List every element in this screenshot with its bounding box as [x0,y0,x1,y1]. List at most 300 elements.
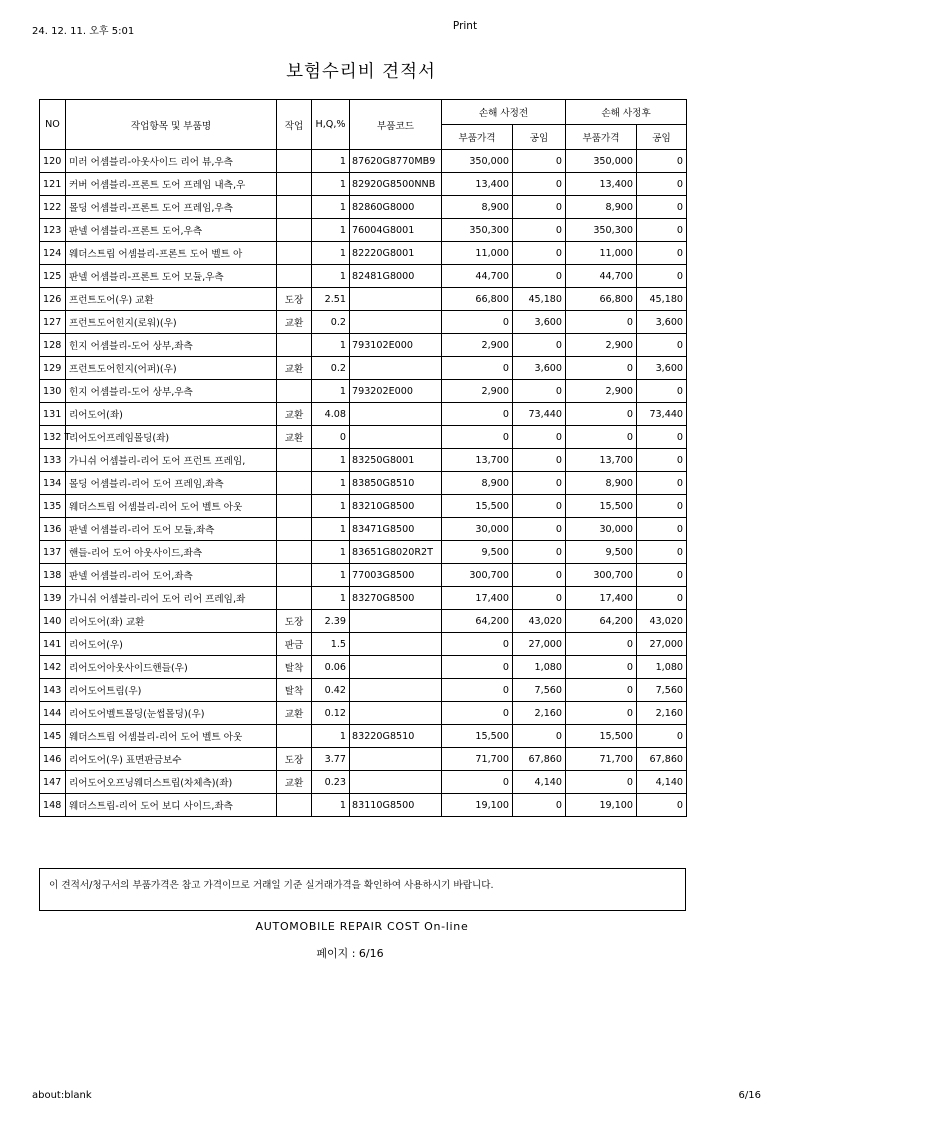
cell-after-part-price: 44,700 [566,265,637,288]
cell-before-labor: 0 [513,426,566,449]
cell-hq: 3.77 [312,748,350,771]
cell-hq: 1 [312,495,350,518]
table-row [40,656,687,679]
cell-after-labor: 73,440 [637,403,687,426]
cell-item: 프런트도어힌지(어퍼)(우) [66,357,277,380]
cell-before-labor: 0 [513,242,566,265]
table-row [40,472,687,495]
cell-before-part-price: 17,400 [442,587,513,610]
table-row [40,311,687,334]
cell-no: 128 [40,334,66,357]
table-header [40,100,687,150]
cell-hq: 1 [312,242,350,265]
cell-before-part-price: 300,700 [442,564,513,587]
cell-hq: 2.39 [312,610,350,633]
cell-no: 131 [40,403,66,426]
cell-work [277,196,312,219]
estimate-table [39,99,687,817]
cell-hq: 1 [312,587,350,610]
cell-work [277,518,312,541]
cell-before-part-price: 13,400 [442,173,513,196]
cell-after-labor: 7,560 [637,679,687,702]
cell-after-labor: 43,020 [637,610,687,633]
cell-hq: 0.23 [312,771,350,794]
cell-hq: 1 [312,449,350,472]
cell-item: 프런트도어힌지(로워)(우) [66,311,277,334]
cell-before-part-price: 0 [442,633,513,656]
cell-hq: 1 [312,564,350,587]
cell-hq: 1 [312,472,350,495]
cell-before-labor: 0 [513,472,566,495]
cell-after-labor: 0 [637,472,687,495]
header-after-adjustment: 손해 사정후 [566,100,687,125]
cell-before-part-price: 19,100 [442,794,513,817]
cell-item: 힌지 어셈블리-도어 상부,좌측 [66,334,277,357]
cell-before-labor: 3,600 [513,357,566,380]
cell-no: 136 [40,518,66,541]
cell-part-code: 83651G8020R2T [350,541,442,564]
cell-hq: 0.06 [312,656,350,679]
header-after-part-price: 부품가격 [566,125,637,150]
table-row [40,426,687,449]
table-row [40,380,687,403]
cell-after-part-price: 9,500 [566,541,637,564]
cell-after-part-price: 2,900 [566,334,637,357]
cell-item: 웨더스트립-리어 도어 보디 사이드,좌측 [66,794,277,817]
cell-before-labor: 0 [513,265,566,288]
cell-after-part-price: 64,200 [566,610,637,633]
cell-part-code: 793202E000 [350,380,442,403]
cell-before-labor: 0 [513,587,566,610]
cell-no: 138 [40,564,66,587]
cell-part-code [350,610,442,633]
cell-hq: 1 [312,196,350,219]
table-row [40,242,687,265]
cell-after-part-price: 0 [566,771,637,794]
cell-before-labor: 0 [513,495,566,518]
cell-before-labor: 0 [513,518,566,541]
cell-before-labor: 2,160 [513,702,566,725]
cell-hq: 0.42 [312,679,350,702]
cell-before-part-price: 0 [442,656,513,679]
print-page-count: 6/16 [738,1090,761,1101]
header-before-part-price: 부품가격 [442,125,513,150]
cell-after-labor: 0 [637,725,687,748]
cell-no: 120 [40,150,66,173]
cell-work: 탈착 [277,656,312,679]
cell-work [277,150,312,173]
cell-item: 가니쉬 어셈블리-리어 도어 프런트 프레임, [66,449,277,472]
document-title: 보험수리비 견적서 [286,62,436,82]
cell-after-part-price: 0 [566,357,637,380]
cell-hq: 0.2 [312,311,350,334]
cell-work [277,564,312,587]
table-row [40,288,687,311]
cell-work: 탈착 [277,679,312,702]
cell-item: 판넬 어셈블리-프론트 도어,우측 [66,219,277,242]
header-work: 작업 [277,100,312,150]
cell-before-part-price: 0 [442,403,513,426]
cell-no: 129 [40,357,66,380]
table-row [40,748,687,771]
cell-before-part-price: 64,200 [442,610,513,633]
cell-before-labor: 3,600 [513,311,566,334]
header-before-labor: 공임 [513,125,566,150]
cell-hq: 1 [312,380,350,403]
header-before-adjustment: 손해 사정전 [442,100,566,125]
cell-hq: 1 [312,518,350,541]
cell-no: 133 [40,449,66,472]
header-item: 작업항목 및 부품명 [66,100,277,150]
cell-after-labor: 0 [637,587,687,610]
cell-before-labor: 0 [513,725,566,748]
cell-item: 웨더스트립 어셈블리-리어 도어 벨트 아웃 [66,725,277,748]
cell-work [277,334,312,357]
table-row [40,702,687,725]
cell-before-part-price: 2,900 [442,380,513,403]
cell-part-code: 83250G8001 [350,449,442,472]
cell-no: 139 [40,587,66,610]
cell-item: 힌지 어셈블리-도어 상부,우측 [66,380,277,403]
cell-after-part-price: 0 [566,403,637,426]
cell-after-part-price: 13,700 [566,449,637,472]
cell-after-part-price: 0 [566,656,637,679]
table-row [40,265,687,288]
cell-hq: 1 [312,794,350,817]
cell-part-code [350,426,442,449]
cell-item: 리어도어(좌) 교환 [66,610,277,633]
header-no: NO [40,100,66,150]
table-row [40,495,687,518]
cell-work: 교환 [277,357,312,380]
table-body [40,150,687,817]
cell-item: 리어도어(우) [66,633,277,656]
cell-hq: 4.08 [312,403,350,426]
price-notice: 이 견적서/청구서의 부품가격은 참고 가격이므로 거래일 기준 실거래가격을 확인하여 사용하시기 바랍니다. [39,868,686,911]
cell-before-labor: 0 [513,380,566,403]
cell-part-code: 83220G8510 [350,725,442,748]
cell-work: 교환 [277,426,312,449]
cell-part-code: 76004G8001 [350,219,442,242]
cell-item: 웨더스트립 어셈블리-프론트 도어 벨트 아 [66,242,277,265]
cell-part-code: 83270G8500 [350,587,442,610]
cell-item: 리어도어(좌) [66,403,277,426]
cell-no: 146 [40,748,66,771]
cell-part-code [350,702,442,725]
footer-brand: AUTOMOBILE REPAIR COST On-line [255,920,469,933]
cell-no: 122 [40,196,66,219]
cell-no: 127 [40,311,66,334]
cell-before-part-price: 9,500 [442,541,513,564]
cell-part-code [350,679,442,702]
cell-no: 125 [40,265,66,288]
cell-no: 141 [40,633,66,656]
cell-work: 도장 [277,748,312,771]
cell-no: 137 [40,541,66,564]
cell-before-labor: 73,440 [513,403,566,426]
cell-part-code: 87620G8770MB9 [350,150,442,173]
cell-item: 판넬 어셈블리-리어 도어,좌측 [66,564,277,587]
cell-after-labor: 45,180 [637,288,687,311]
cell-no: 135 [40,495,66,518]
cell-hq: 1 [312,265,350,288]
cell-item: 웨더스트립 어셈블리-리어 도어 벨트 아웃 [66,495,277,518]
cell-work [277,725,312,748]
table-row [40,633,687,656]
cell-before-part-price: 0 [442,771,513,794]
cell-no: 147 [40,771,66,794]
cell-no: 142 [40,656,66,679]
cell-item: 리어도어벨트몰딩(눈썹몰딩)(우) [66,702,277,725]
header-hq: H,Q,% [312,100,350,150]
cell-before-part-price: 2,900 [442,334,513,357]
cell-before-labor: 0 [513,219,566,242]
cell-part-code: 83850G8510 [350,472,442,495]
table-row [40,196,687,219]
cell-after-labor: 0 [637,426,687,449]
cell-before-labor: 0 [513,794,566,817]
table-row [40,794,687,817]
cell-after-labor: 0 [637,495,687,518]
cell-after-part-price: 15,500 [566,725,637,748]
print-header-title: Print [452,20,478,32]
cell-item: 리어도어오프닝웨더스트립(차체측)(좌) [66,771,277,794]
cell-item: 리어도어아웃사이드핸들(우) [66,656,277,679]
cell-no: 148 [40,794,66,817]
cell-before-labor: 4,140 [513,771,566,794]
cell-no: 144 [40,702,66,725]
cell-work: 판금 [277,633,312,656]
cell-no: 130 [40,380,66,403]
cell-after-part-price: 71,700 [566,748,637,771]
cell-before-part-price: 350,300 [442,219,513,242]
cell-no: 140 [40,610,66,633]
table-row [40,771,687,794]
cell-after-part-price: 0 [566,702,637,725]
cell-before-part-price: 0 [442,311,513,334]
cell-no: 123 [40,219,66,242]
cell-hq: 1 [312,173,350,196]
cell-before-part-price: 0 [442,702,513,725]
cell-before-labor: 43,020 [513,610,566,633]
cell-after-labor: 0 [637,380,687,403]
cell-hq: 0 [312,426,350,449]
cell-hq: 1 [312,334,350,357]
cell-after-labor: 0 [637,242,687,265]
cell-after-part-price: 30,000 [566,518,637,541]
cell-after-labor: 0 [637,564,687,587]
cell-hq: 1 [312,541,350,564]
cell-part-code: 82920G8500NNB [350,173,442,196]
cell-after-part-price: 0 [566,311,637,334]
cell-part-code [350,403,442,426]
cell-no: 126 [40,288,66,311]
table-row [40,725,687,748]
cell-after-part-price: 350,000 [566,150,637,173]
table-row [40,610,687,633]
cell-work: 교환 [277,702,312,725]
cell-before-labor: 45,180 [513,288,566,311]
cell-item: 리어도어트림(우) [66,679,277,702]
cell-part-code: 77003G8500 [350,564,442,587]
cell-after-part-price: 15,500 [566,495,637,518]
cell-part-code [350,311,442,334]
table-row [40,564,687,587]
cell-item: 리어도어프레임몰딩(좌) [66,426,277,449]
cell-before-labor: 0 [513,334,566,357]
cell-item: 미러 어셈블리-아웃사이드 리어 뷰,우측 [66,150,277,173]
cell-work: 교환 [277,771,312,794]
cell-after-labor: 67,860 [637,748,687,771]
cell-hq: 1 [312,150,350,173]
cell-after-labor: 0 [637,794,687,817]
cell-after-part-price: 19,100 [566,794,637,817]
cell-after-part-price: 17,400 [566,587,637,610]
cell-part-code [350,633,442,656]
cell-after-labor: 0 [637,449,687,472]
cell-before-part-price: 350,000 [442,150,513,173]
table-row [40,541,687,564]
cell-item: 몰딩 어셈블리-리어 도어 프레임,좌측 [66,472,277,495]
cell-work [277,541,312,564]
cell-before-labor: 67,860 [513,748,566,771]
cell-after-part-price: 0 [566,426,637,449]
cell-after-part-price: 11,000 [566,242,637,265]
cell-item: 몰딩 어셈블리-프론트 도어 프레임,우측 [66,196,277,219]
cell-after-labor: 27,000 [637,633,687,656]
cell-before-part-price: 15,500 [442,495,513,518]
cell-before-labor: 0 [513,449,566,472]
cell-work [277,380,312,403]
cell-before-part-price: 0 [442,426,513,449]
cell-hq: 1.5 [312,633,350,656]
cell-after-part-price: 0 [566,633,637,656]
cell-after-labor: 0 [637,334,687,357]
cell-before-part-price: 66,800 [442,288,513,311]
cell-after-labor: 2,160 [637,702,687,725]
cell-after-labor: 0 [637,219,687,242]
cell-work [277,449,312,472]
cell-work [277,242,312,265]
cell-part-code: 793102E000 [350,334,442,357]
table-row [40,449,687,472]
cell-part-code: 82481G8000 [350,265,442,288]
cell-hq: 0.12 [312,702,350,725]
cell-work [277,794,312,817]
cell-no: 134 [40,472,66,495]
cell-after-part-price: 300,700 [566,564,637,587]
cell-before-part-price: 15,500 [442,725,513,748]
cell-after-labor: 1,080 [637,656,687,679]
cell-before-part-price: 0 [442,357,513,380]
cell-item: 커버 어셈블리-프론트 도어 프레임 내측,우 [66,173,277,196]
cell-after-part-price: 66,800 [566,288,637,311]
cell-no: 132 T [40,426,66,449]
cell-item: 판넬 어셈블리-리어 도어 모듈,좌측 [66,518,277,541]
cell-after-labor: 0 [637,518,687,541]
cell-before-part-price: 71,700 [442,748,513,771]
cell-after-labor: 0 [637,541,687,564]
cell-no: 143 [40,679,66,702]
cell-part-code [350,748,442,771]
table-row [40,219,687,242]
cell-part-code: 83110G8500 [350,794,442,817]
cell-work [277,173,312,196]
cell-after-labor: 0 [637,196,687,219]
cell-part-code: 82860G8000 [350,196,442,219]
cell-work [277,472,312,495]
cell-item: 핸들-리어 도어 아웃사이드,좌측 [66,541,277,564]
table-row [40,518,687,541]
cell-before-part-price: 30,000 [442,518,513,541]
cell-after-labor: 3,600 [637,357,687,380]
cell-work: 교환 [277,311,312,334]
table-row [40,679,687,702]
header-part-code: 부품코드 [350,100,442,150]
cell-work [277,265,312,288]
cell-after-labor: 4,140 [637,771,687,794]
cell-part-code [350,656,442,679]
cell-after-part-price: 2,900 [566,380,637,403]
cell-part-code: 83471G8500 [350,518,442,541]
cell-no: 145 [40,725,66,748]
cell-before-part-price: 8,900 [442,472,513,495]
table-row [40,403,687,426]
cell-before-labor: 0 [513,196,566,219]
cell-after-part-price: 0 [566,679,637,702]
cell-before-labor: 0 [513,173,566,196]
cell-no: 121 [40,173,66,196]
cell-before-part-price: 44,700 [442,265,513,288]
cell-after-labor: 0 [637,173,687,196]
cell-after-part-price: 8,900 [566,196,637,219]
cell-item: 판넬 어셈블리-프론트 도어 모듈,우측 [66,265,277,288]
cell-before-part-price: 13,700 [442,449,513,472]
cell-work: 교환 [277,403,312,426]
cell-before-labor: 27,000 [513,633,566,656]
cell-after-part-price: 350,300 [566,219,637,242]
cell-part-code: 83210G8500 [350,495,442,518]
cell-hq: 1 [312,219,350,242]
cell-no: 124 [40,242,66,265]
cell-item: 리어도어(우) 표면판금보수 [66,748,277,771]
table-row [40,334,687,357]
cell-before-part-price: 11,000 [442,242,513,265]
cell-before-part-price: 0 [442,679,513,702]
cell-before-labor: 0 [513,541,566,564]
cell-work [277,495,312,518]
header-after-labor: 공임 [637,125,687,150]
cell-before-labor: 0 [513,564,566,587]
cell-before-labor: 0 [513,150,566,173]
table-row [40,150,687,173]
cell-work: 도장 [277,610,312,633]
cell-work [277,219,312,242]
cell-hq: 0.2 [312,357,350,380]
cell-part-code [350,288,442,311]
cell-item: 가니쉬 어셈블리-리어 도어 리어 프레임,좌 [66,587,277,610]
cell-after-labor: 3,600 [637,311,687,334]
cell-work [277,587,312,610]
table-row [40,173,687,196]
cell-part-code: 82220G8001 [350,242,442,265]
cell-hq: 2.51 [312,288,350,311]
cell-after-part-price: 13,400 [566,173,637,196]
cell-before-labor: 7,560 [513,679,566,702]
cell-after-part-price: 8,900 [566,472,637,495]
cell-after-labor: 0 [637,150,687,173]
cell-work: 도장 [277,288,312,311]
